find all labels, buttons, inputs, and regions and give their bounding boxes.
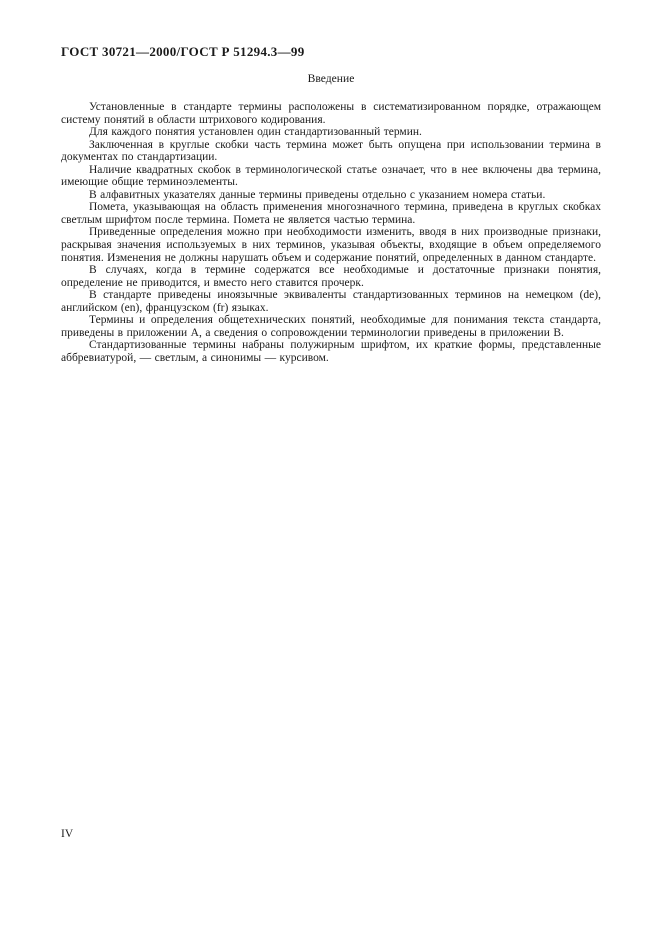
paragraph: Приведенные определения можно при необходимости изменить, вводя в них производные признаки, раскрывая значения используемых в них терминов, указывая объекты, входящие в объем определяемого понятия. Изменения не должны нарушать объем и содержание понятий, определенных в данном стандарте. [61, 226, 601, 264]
paragraph: Заключенная в круглые скобки часть термина может быть опущена при использовании термина в документах по стандартизации. [61, 138, 601, 164]
paragraph: Термины и определения общетехнических понятий, необходимые для понимания текста стандарта, приведены в приложении А, а сведения о сопровождении терминологии приведены в приложении В. [61, 314, 601, 339]
paragraph: В случаях, когда в термине содержатся все необходимые и достаточные признаки понятия, определение не приводится, и вместо него ставится прочерк. [61, 264, 601, 289]
paragraph: Наличие квадратных скобок в терминологической статье означает, что в нее включены два термина, имеющие общие терминоэлементы. [61, 163, 601, 189]
paragraph: В алфавитных указателях данные термины приведены отдельно с указанием номера статьи. [89, 188, 546, 201]
standard-designation-header: ГОСТ 30721—2000/ГОСТ Р 51294.3—99 [61, 44, 305, 59]
section-title: Введение [307, 72, 355, 85]
page-number: IV [61, 828, 74, 840]
paragraph: В стандарте приведены иноязычные эквиваленты стандартизованных терминов на немецком (de), английском (en), французском (fr) языках. [61, 289, 601, 314]
introduction-body [61, 101, 601, 364]
paragraph: Установленные в стандарте термины расположены в систематизированном порядке, отражающем систему понятий в области штрихового кодирования. [61, 101, 601, 126]
paragraph: Помета, указывающая на область применения многозначного термина, приведена в круглых скобках светлым шрифтом после термина. Помета не является частью термина. [61, 201, 601, 226]
paragraph: Стандартизованные термины набраны полужирным шрифтом, их краткие формы, представленные аббревиатурой, — светлым, а синонимы — курсивом. [61, 339, 601, 364]
paragraph: Для каждого понятия установлен один стандартизованный термин. [89, 126, 422, 139]
